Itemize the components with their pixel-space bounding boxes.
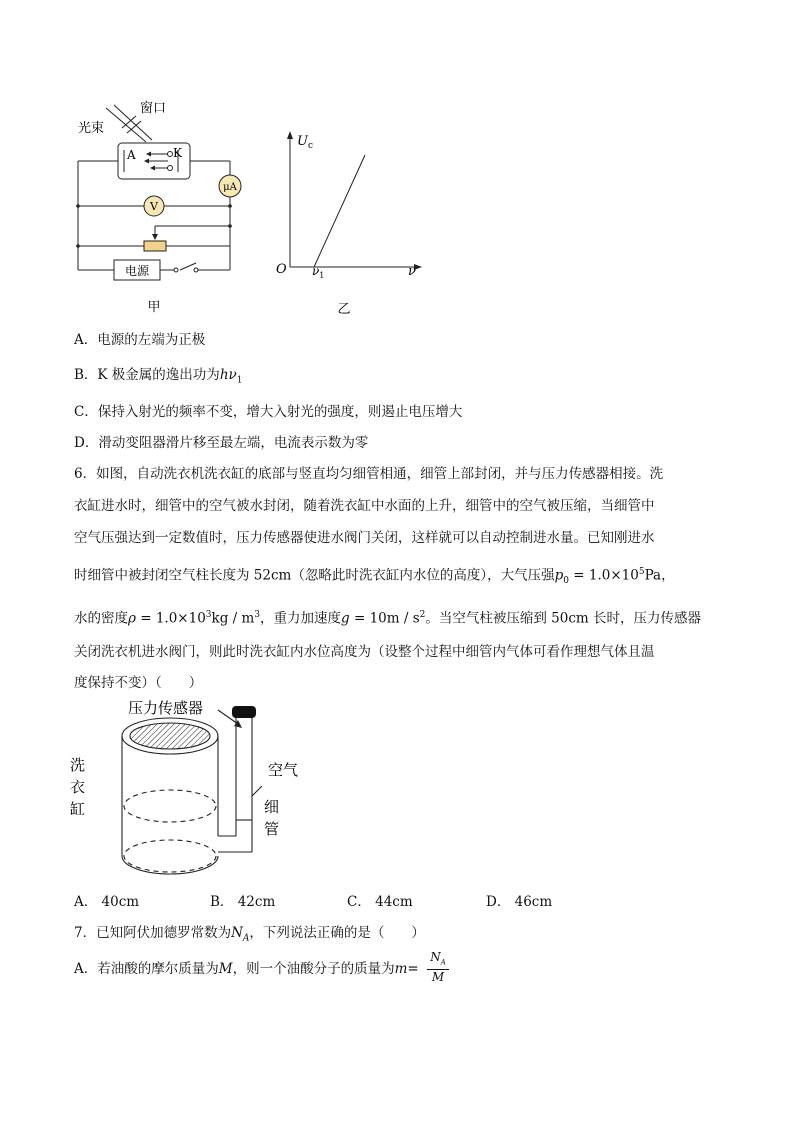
q6-stem-line-4: 时细管中被封闭空气柱长度为 52cm（忽略此时洗衣缸内水位的高度），大气压强$p_0 = 1.0\times 10^5Pa$， [74,567,675,587]
uc-nu-graph [270,125,430,320]
x-axis-label: ν [408,264,416,279]
circuit-figure [70,98,250,318]
x-tick-label: $\nu_1$ [312,264,325,280]
tube-label-1: 细 [264,798,280,816]
window-label: 窗口 [140,101,167,116]
anode-label: A [127,148,136,162]
q6-option-c: C． 44cm [347,894,413,910]
washing-machine-figure [66,696,336,882]
beam-label: 光束 [78,121,105,136]
tank-label-2: 衣 [70,778,86,796]
cathode-label: K [173,146,182,160]
q6-option-b: B． 42cm [210,894,276,910]
voltmeter-label: V [150,200,158,213]
fraction-numerator: $N_A$ [430,950,446,967]
caption-yi: 乙 [337,302,351,317]
q7-fraction [427,950,449,984]
tank-label-3: 缸 [70,800,86,818]
tube-label-2: 管 [264,820,280,838]
caption-jia: 甲 [147,300,161,315]
q6-stem-line-1: 6．如图，自动洗衣机洗衣缸的底部与竖直均匀细管相通，细管上部封闭，并与压力传感器相接。洗 [74,466,664,482]
air-label: 空气 [268,761,299,779]
q5-option-c: C．保持入射光的频率不变，增大入射光的强度，则遏止电压增大 [74,404,463,420]
sensor-label: 压力传感器 [128,699,204,717]
y-axis-label: $U_c$ [297,134,314,151]
q5-option-d: D．滑动变阻器滑片移至最左端，电流表示数为零 [74,435,369,451]
q6-stem-line-7: 度保持不变）（ ） [74,675,203,691]
microammeter-label: μA [223,182,237,193]
q7-option-a: A．若油酸的摩尔质量为M，则一个油酸分子的质量为m= [74,961,419,977]
rheostat [144,241,166,251]
tank-label-1: 洗 [70,756,86,774]
q5-option-a: A．电源的左端为正极 [74,332,206,348]
q7-stem: 7．已知阿伏加德罗常数为$N_A$，下列说法正确的是（ ） [74,925,425,944]
q5-option-b: B．K 极金属的逸出功为$h\nu_1$ [74,367,243,386]
q6-stem-line-2: 衣缸进水时，细管中的空气被水封闭，随着洗衣缸中水面的上升，细管中的空气被压缩，当细管中 [74,498,655,514]
power-label: 电源 [124,264,150,278]
uc-series-line [314,155,365,267]
q6-stem-line-5: 水的密度$\rho = 1.0\times 10^3kg / m^3$，重力加速度$g = 10m / s^2$。当空气柱被压缩到 50cm 长时，压力传感器 [74,610,701,627]
q6-option-d: D． 46cm [486,894,553,910]
origin-label: O [276,262,287,277]
fraction-denominator: M [427,969,449,984]
pressure-sensor [232,706,256,718]
q6-option-a: A． 40cm [74,894,140,910]
q6-stem-line-3: 空气压强达到一定数值时，压力传感器使进水阀门关闭，这样就可以自动控制进水量。已知刚进水 [74,530,655,546]
q6-stem-line-6: 关闭洗衣机进水阀门，则此时洗衣缸内水位高度为（设整个过程中细管内气体可看作理想气体且温 [74,644,655,660]
